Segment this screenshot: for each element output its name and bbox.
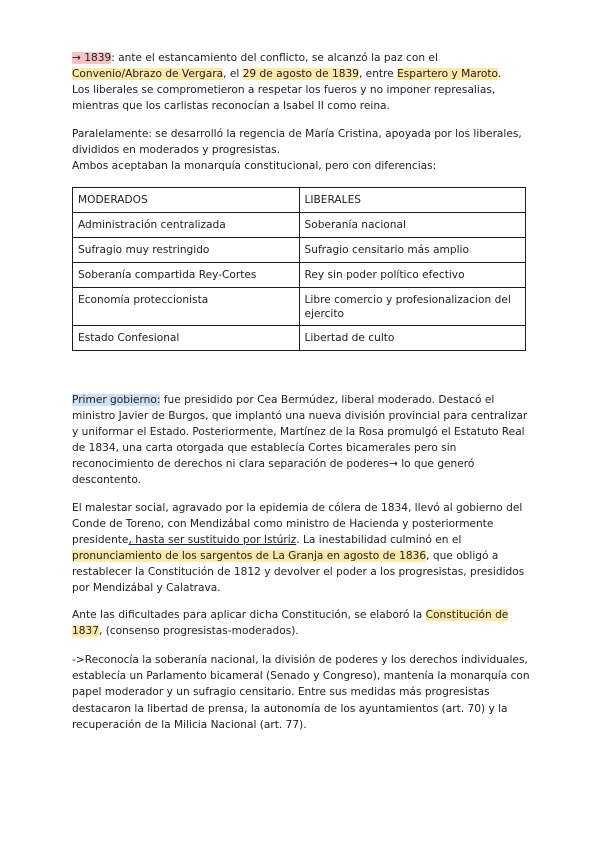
paragraph-reconocia: ->Reconocía la soberanía nacional, la división de poderes y los derechos individuales, establecía un Parlamento bicameral (Senado y Congreso), mantenía la monarquía con papel moderador y un sufragio censitario. Entre sus medidas más progresistas destacaron la libertad de prensa, la autonomía de los ayuntamientos (art. 70) y la recuperación de la Milicia Nacional (art. 77). — [72, 654, 530, 731]
table-cell: Sufragio muy restringido — [73, 238, 300, 263]
comparison-table — [72, 187, 526, 351]
table-row — [73, 288, 526, 326]
table-header-row — [73, 188, 526, 213]
paragraph-vergara: → 1839: ante el estancamiento del conflicto, se alcanzó la paz con el Convenio/Abrazo de Vergara, el 29 de agosto de 1839, entre Espartero y Maroto. Los liberales se comprometieron a respetar los fueros y no imponer represalias, mientras que los carlistas reconocían a Isabel II como reina. — [72, 52, 502, 112]
table-cell: Soberanía compartida Rey-Cortes — [73, 263, 300, 288]
highlight-constitucion-1837: Constitución de 1837 — [72, 609, 509, 637]
highlight-pronunciamiento: pronunciamiento de los sargentos de La Granja en agosto de 1836 — [72, 550, 427, 562]
table-row — [73, 263, 526, 288]
table-row — [73, 326, 526, 351]
highlight-generals: Espartero y Maroto — [397, 68, 498, 80]
underlined-isturiz: , hasta ser sustituido por Istúriz — [128, 534, 297, 546]
paragraph-constitucion-1837: Ante las dificultades para aplicar dicha Constitución, se elaboró la Constitución de 1837, (consenso progresistas-moderados). — [72, 609, 509, 637]
header-moderados: MODERADOS — [73, 188, 300, 213]
table-cell: Soberanía nacional — [299, 213, 526, 238]
table-row — [73, 238, 526, 263]
paragraph-regencia: Paralelamente: se desarrolló la regencia de María Cristina, apoyada por los liberales, divididos en moderados y progresistas. Ambos aceptaban la monarquía constitucional, pero con diferencias: — [72, 128, 522, 172]
table-cell: Sufragio censitario más amplio — [299, 238, 526, 263]
highlight-primer-gobierno: Primer gobierno: — [72, 394, 161, 406]
table-cell: Estado Confesional — [73, 326, 300, 351]
paragraph-primer-gobierno: Primer gobierno: fue presidido por Cea Bermúdez, liberal moderado. Destacó el ministro Javier de Burgos, que implantó una nueva división provincial para centralizar y uniformar el Estado. Posteriormente, Martínez de la Rosa promulgó el Estatuto Real de 1834, una carta otorgada que establecía Cortes bicamerales pero sin reconocimiento de derechos ni clara separación de poderes→ lo que generó descontento. — [72, 394, 528, 486]
header-liberales: LIBERALES — [299, 188, 526, 213]
table-cell: Rey sin poder político efectivo — [299, 263, 526, 288]
table-row — [73, 213, 526, 238]
highlight-year-1839: → 1839 — [72, 52, 112, 64]
table-cell: Administración centralizada — [73, 213, 300, 238]
paragraph-malestar-social: El malestar social, agravado por la epidemia de cólera de 1834, llevó al gobierno del Conde de Toreno, con Mendizábal como ministro de Hacienda y posteriormente presidente, hasta ser sustituido por Istúriz. La inestabilidad culminó en el pronunciamiento de los sargentos de La Granja en agosto de 1836, que obligó a restablecer la Constitución de 1812 y devolver el poder a los progresistas, presididos por Mendizábal y Calatrava. — [72, 502, 525, 594]
paragraph-vergara-line2: Los liberales se comprometieron a respetar los fueros y no imponer represalias, mientras que los carlistas reconocían a Isabel II como reina. — [72, 84, 496, 112]
table-cell: Economía proteccionista — [73, 288, 300, 326]
table-cell: Libertad de culto — [299, 326, 526, 351]
highlight-convenio-vergara: Convenio/Abrazo de Vergara — [72, 68, 224, 80]
highlight-date: 29 de agosto de 1839 — [242, 68, 359, 80]
table-cell: Libre comercio y profesionalizacion del ejercito — [299, 288, 526, 326]
